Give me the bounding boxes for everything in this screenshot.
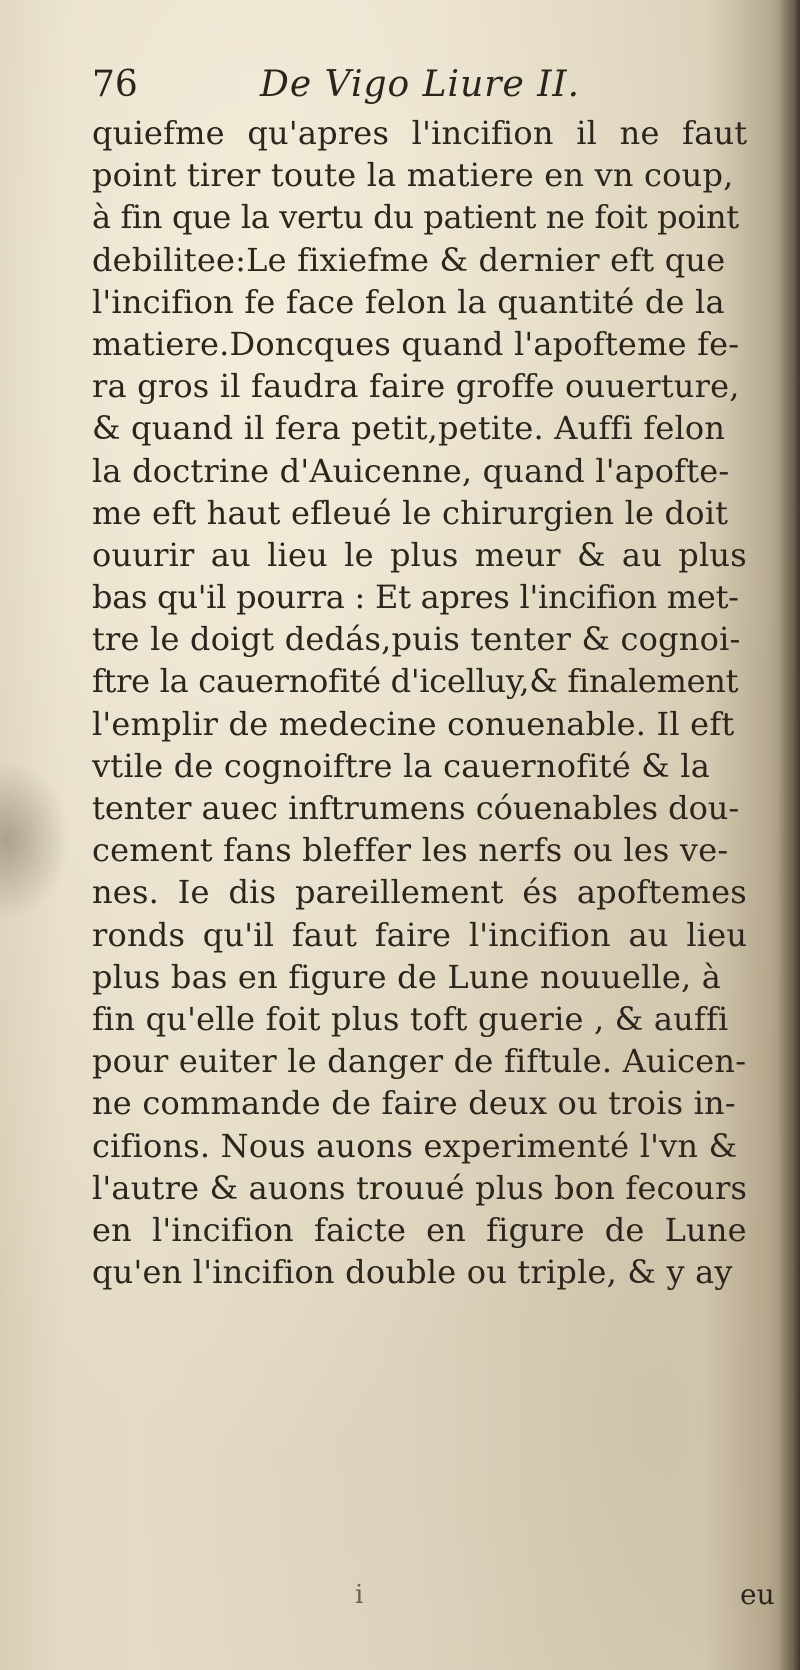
catchword: eu	[740, 1578, 775, 1611]
text-line: vtile de cognoiftre la cauernofité & la	[92, 746, 711, 785]
text-line: & quand il fera petit,petite. Auffi felon	[92, 409, 726, 448]
text-line: fin qu'elle foit plus toft guerie , & auffi	[92, 999, 729, 1038]
body-text	[92, 112, 782, 1293]
text-line: pour euiter le danger de fiftule. Auicen-	[92, 1042, 747, 1081]
page-number: 76	[92, 64, 138, 105]
text-line: debilitee:Le fixiefme & dernier eft que	[92, 240, 726, 279]
text-line: l'incifion fe face felon la quantité de la	[92, 282, 725, 321]
text-line: l'autre & auons trouué plus bon fecours	[92, 1168, 748, 1207]
text-line: ronds qu'il faut faire l'incifion au lieu	[92, 915, 748, 954]
text-line: à fin que la vertu du patient ne foit point	[92, 198, 739, 237]
text-line: nes. Ie dis pareillement és apoftemes	[92, 873, 747, 912]
text-line: l'emplir de medecine conuenable. Il eft	[92, 704, 735, 743]
text-line: tre le doigt dedás,puis tenter & cognoi-	[92, 620, 741, 659]
text-line: cement fans bleffer les nerfs ou les ve-	[92, 831, 729, 870]
text-line: ne commande de faire deux ou trois in-	[92, 1084, 736, 1123]
text-line: ftre la cauernofité d'icelluy,& finalement	[92, 662, 739, 701]
running-head	[92, 60, 752, 110]
text-line: en l'incifion faicte en figure de Lune	[92, 1210, 747, 1249]
text-line: ra gros il faudra faire groffe ouuerture,	[92, 367, 740, 406]
text-line: me eft haut efleué le chirurgien le doit	[92, 493, 729, 532]
text-line: point tirer toute la matiere en vn coup,	[92, 156, 734, 195]
bleed-through-stain	[0, 760, 70, 920]
text-line: bas qu'il pourra : Et apres l'incifion met-	[92, 578, 739, 617]
text-line: plus bas en figure de Lune nouuelle, à	[92, 957, 722, 996]
text-line: quiefme qu'apres l'incifion il ne faut	[92, 114, 748, 152]
text-line: la doctrine d'Auicenne, quand l'apofte-	[92, 451, 730, 490]
text-line: matiere.Doncques quand l'apofteme fe-	[92, 324, 740, 363]
text-line: qu'en l'incifion double ou triple, & y ay	[92, 1253, 733, 1292]
signature-mark: i	[355, 1580, 364, 1610]
text-line: ouurir au lieu le plus meur & au plus	[92, 535, 747, 574]
text-line: cifions. Nous auons experimenté l'vn &	[92, 1126, 738, 1165]
running-head-title: De Vigo Liure II.	[260, 64, 581, 105]
text-line: tenter auec inftrumens cóuenables dou-	[92, 789, 740, 827]
